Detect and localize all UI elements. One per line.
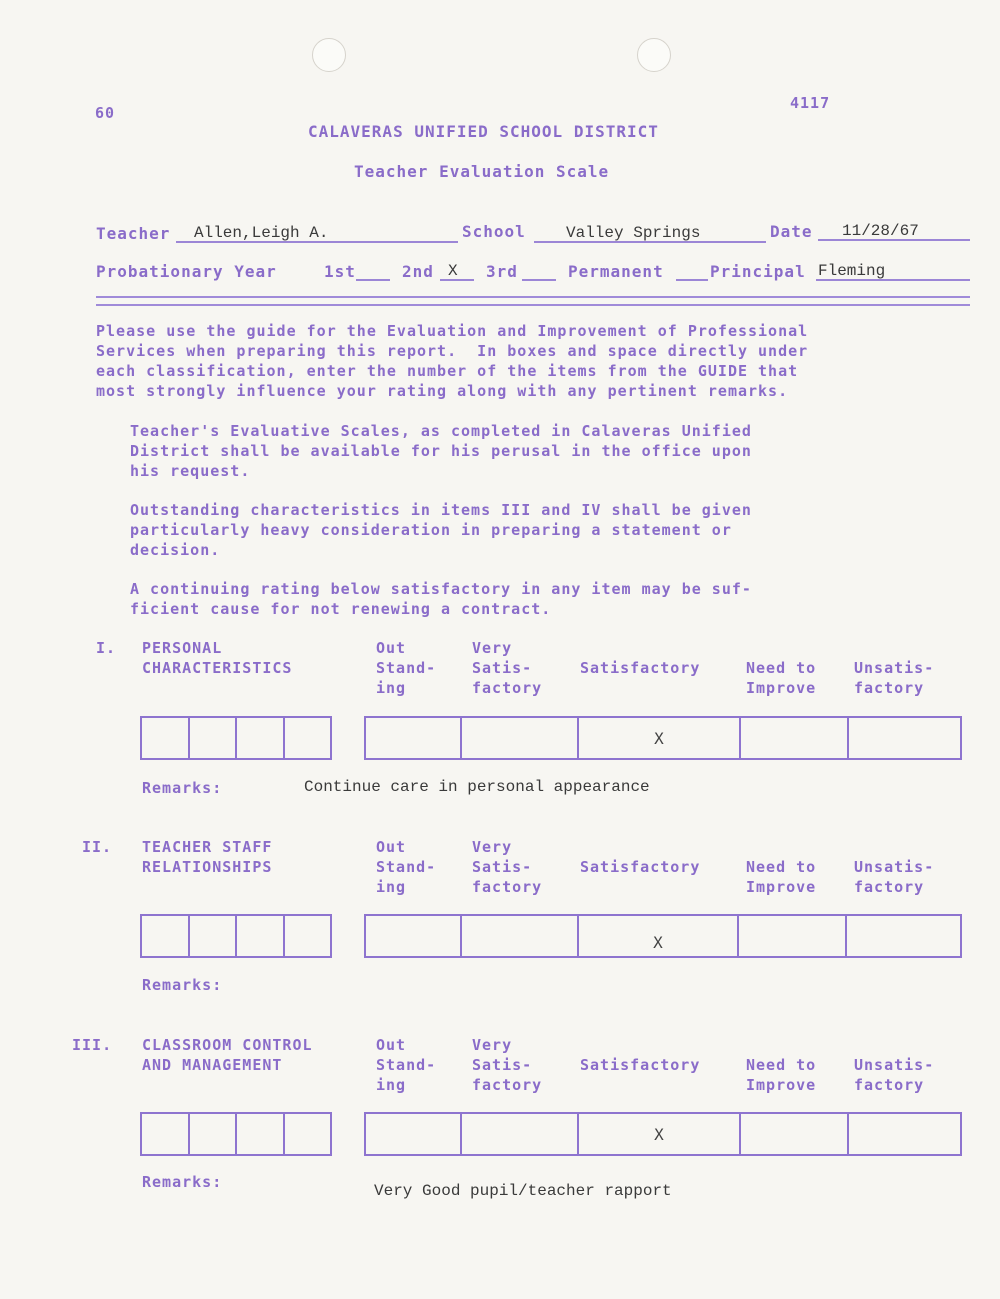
guide-item-box[interactable] [237,718,285,758]
column-need-to-improve: Need to Improve [746,659,817,697]
year-first-line [356,279,390,281]
page-number: 60 [95,104,116,122]
punch-hole-left [312,38,346,72]
instructions-paragraph-1: Please use the guide for the Evaluation and Improvement of Professional Services when preparing this report. In boxes and space directly under each classification, enter the number of the items from the GUIDE that most strongly influence your rating along with any pertinent remarks. [96,322,809,400]
column-very-satisfactory: Very Satis- factory [472,639,543,697]
column-need-to-improve: Need to Improve [746,1056,817,1094]
date-value: 11/28/67 [842,222,919,240]
guide-item-box[interactable] [190,718,238,758]
principal-value: Fleming [818,262,886,280]
form-title: Teacher Evaluation Scale [354,162,610,181]
rating-box-out-standing[interactable] [366,718,462,758]
rating-box-need-to-improve[interactable] [741,718,849,758]
remarks-label: Remarks: [142,1173,223,1191]
year-second: 2nd [402,262,434,281]
guide-item-box[interactable] [237,1114,285,1154]
column-satisfactory: Satisfactory [580,659,701,677]
rating-box-out-standing[interactable] [366,916,462,956]
rating-boxes [364,1112,962,1156]
column-satisfactory: Satisfactory [580,858,701,876]
school-label: School [462,222,526,241]
instructions-paragraph-4: A continuing rating below satisfactory in any item may be suf- ficient cause for not renewing a contract. [130,580,752,618]
column-out-standing: Out Stand- ing [376,639,437,697]
guide-item-box[interactable] [142,916,190,956]
guide-item-boxes [140,914,332,958]
rating-box-very-satisfactory[interactable] [462,1114,579,1154]
guide-item-box[interactable] [142,1114,190,1154]
instructions-paragraph-2: Teacher's Evaluative Scales, as completed in Calaveras Unified District shall be available for his perusal in the office upon his request. [130,422,752,480]
remarks-label: Remarks: [142,779,223,797]
district-title: CALAVERAS UNIFIED SCHOOL DISTRICT [308,122,659,141]
column-unsatisfactory: Unsatis- factory [854,858,935,896]
section-numeral: I. [96,639,117,657]
year-first: 1st [324,262,356,281]
rating-boxes [364,716,962,760]
column-unsatisfactory: Unsatis- factory [854,659,935,697]
document-number: 4117 [790,94,831,112]
year-third: 3rd [486,262,518,281]
rating-boxes [364,914,962,958]
section-numeral: III. [72,1036,113,1054]
column-very-satisfactory: Very Satis- factory [472,838,543,896]
guide-item-box[interactable] [285,718,331,758]
column-very-satisfactory: Very Satis- factory [472,1036,543,1094]
guide-item-boxes [140,716,332,760]
punch-hole-right [637,38,671,72]
rating-box-out-standing[interactable] [366,1114,462,1154]
rating-box-satisfactory[interactable]: X [579,916,739,956]
teacher-value: Allen,Leigh A. [194,224,329,242]
remarks-value: Continue care in personal appearance [304,778,650,796]
permanent-label: Permanent [568,262,664,281]
rating-box-need-to-improve[interactable] [739,916,847,956]
rating-box-satisfactory[interactable]: X [579,718,741,758]
section-title: PERSONAL CHARACTERISTICS [142,639,293,677]
rating-box-unsatisfactory[interactable] [847,916,960,956]
year-second-mark: X [448,262,458,280]
rating-box-very-satisfactory[interactable] [462,916,579,956]
instructions-paragraph-3: Outstanding characteristics in items III and IV shall be given particularly heavy consideration in preparing a statement or decision. [130,501,752,559]
rating-box-unsatisfactory[interactable] [849,1114,960,1154]
rating-box-satisfactory[interactable]: X [579,1114,741,1154]
guide-item-box[interactable] [285,916,331,956]
school-value: Valley Springs [566,224,701,242]
section-title: TEACHER STAFF RELATIONSHIPS [142,838,273,876]
year-third-line [522,279,556,281]
remarks-label: Remarks: [142,976,223,994]
column-unsatisfactory: Unsatis- factory [854,1056,935,1094]
double-rule [96,296,970,306]
rating-box-unsatisfactory[interactable] [849,718,960,758]
probationary-label: Probationary Year [96,262,277,281]
principal-label: Principal [710,262,806,281]
column-out-standing: Out Stand- ing [376,1036,437,1094]
rating-box-need-to-improve[interactable] [741,1114,849,1154]
section-numeral: II. [82,838,113,856]
date-label: Date [770,222,813,241]
rating-box-very-satisfactory[interactable] [462,718,579,758]
guide-item-boxes [140,1112,332,1156]
guide-item-box[interactable] [142,718,190,758]
column-out-standing: Out Stand- ing [376,838,437,896]
permanent-line [676,279,708,281]
section-title: CLASSROOM CONTROL AND MANAGEMENT [142,1036,313,1074]
guide-item-box[interactable] [190,916,238,956]
column-need-to-improve: Need to Improve [746,858,817,896]
guide-item-box[interactable] [190,1114,238,1154]
guide-item-box[interactable] [285,1114,331,1154]
teacher-label: Teacher [96,224,171,243]
remarks-value: Very Good pupil/teacher rapport [374,1182,672,1200]
column-satisfactory: Satisfactory [580,1056,701,1074]
guide-item-box[interactable] [237,916,285,956]
